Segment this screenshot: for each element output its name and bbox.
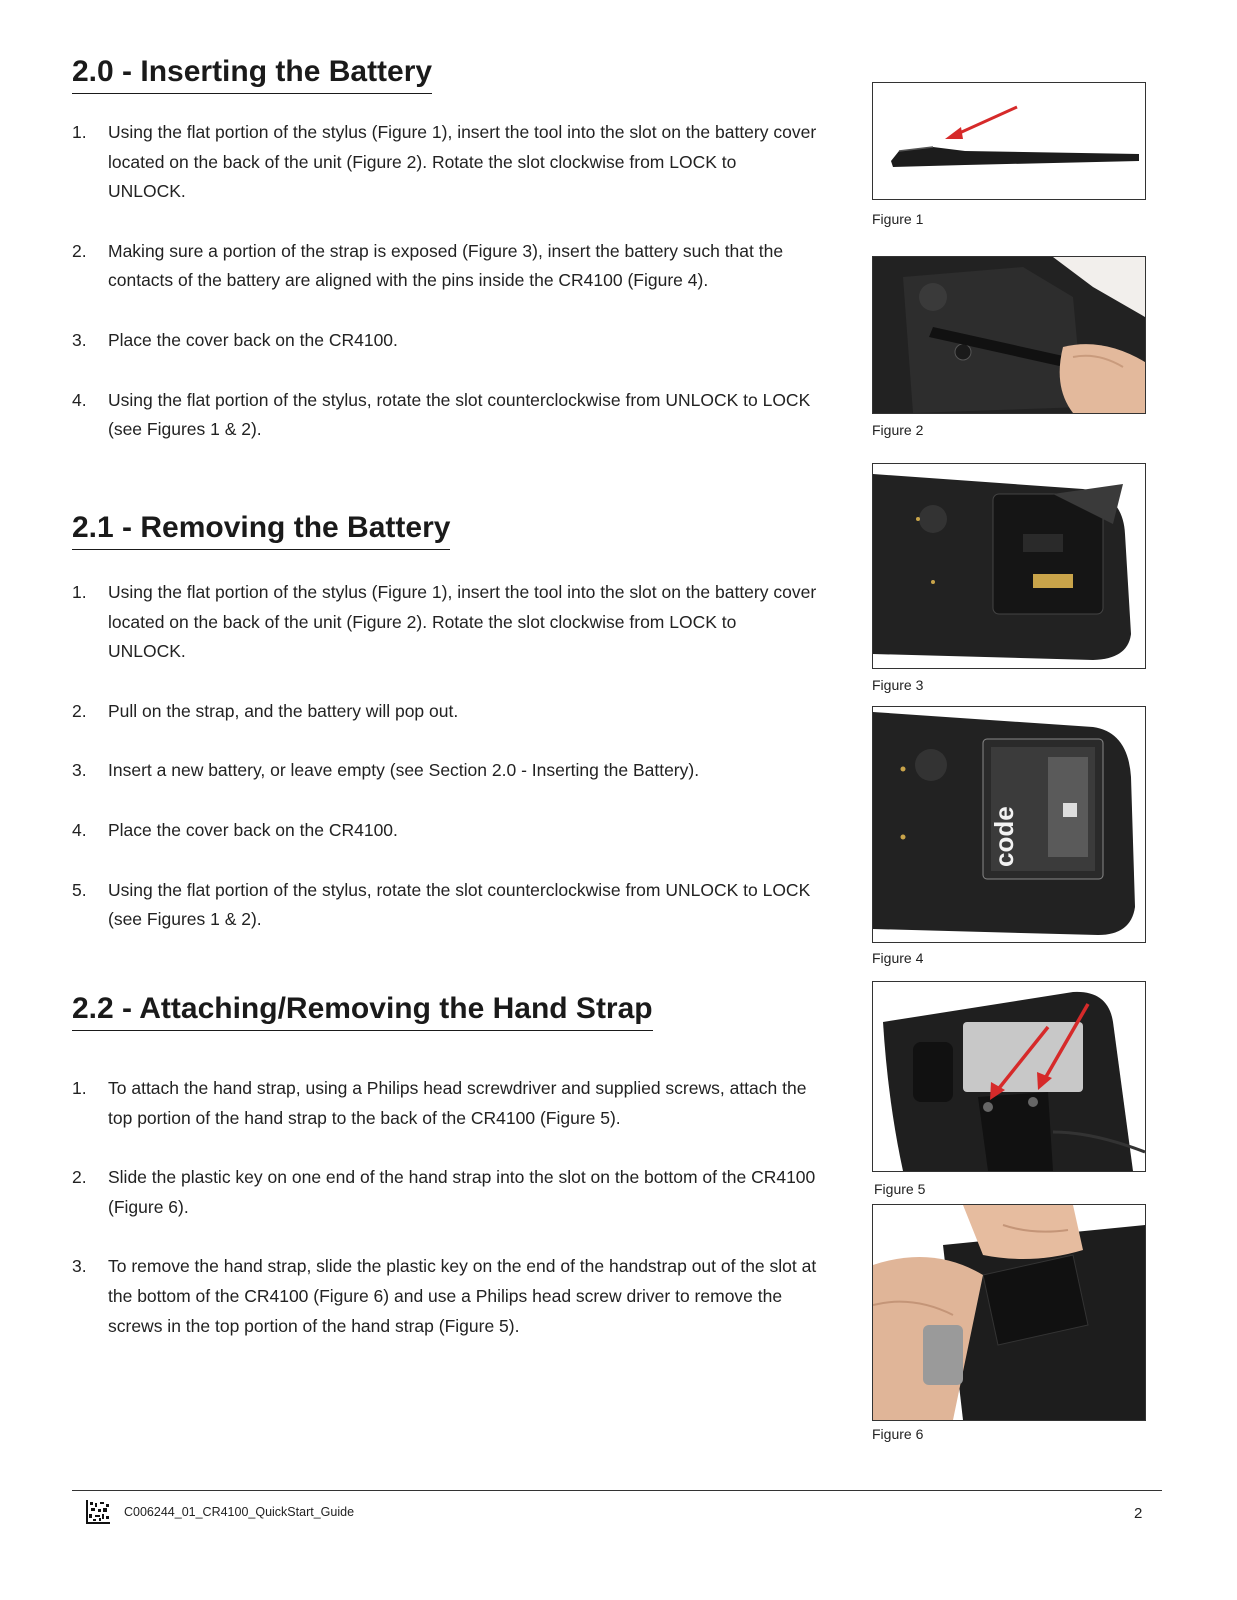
steps-list-2-0 [72, 118, 817, 445]
section-heading-2-0: 2.0 - Inserting the Battery [72, 54, 432, 94]
datamatrix-code-icon [86, 1500, 110, 1524]
list-item: 3. Place the cover back on the CR4100. [72, 329, 398, 350]
steps-list-2-1 [72, 578, 817, 935]
figure-4-battery-label: code [989, 806, 1019, 867]
list-item: 1. To attach the hand strap, using a Philips head screwdriver and supplied screws, attach the top portion of the hand strap to the back of the CR4100 (Figure 5). [72, 1078, 807, 1128]
figure-3-battery-compartment-image [872, 463, 1146, 669]
figure-5-strap-screws-image [872, 981, 1146, 1172]
list-item: 4. Using the flat portion of the stylus, rotate the slot counterclockwise from UNLOCK to LOCK (see Figures 1 & 2). [72, 389, 811, 440]
list-item: 2. Making sure a portion of the strap is exposed (Figure 3), insert the battery such that the contacts of the battery are aligned with the pins inside the CR4100 (Figure 4). [72, 240, 784, 291]
list-item: 2. Slide the plastic key on one end of the hand strap into the slot on the bottom of the CR4100 (Figure 6). [72, 1167, 816, 1217]
list-item: 1. Using the flat portion of the stylus (Figure 1), insert the tool into the slot on the battery cover located on the back of the unit (Figure 2). Rotate the slot clockwise from LOCK to UNLOCK. [72, 122, 817, 202]
figure-6-strap-key-image [872, 1204, 1146, 1421]
figure-3-caption: Figure 3 [872, 677, 924, 693]
figure-5-caption: Figure 5 [874, 1181, 926, 1197]
figure-1-caption: Figure 1 [872, 211, 924, 227]
figure-6-caption: Figure 6 [872, 1426, 924, 1442]
list-item: 3. Insert a new battery, or leave empty (see Section 2.0 - Inserting the Battery). [72, 760, 700, 781]
figure-1-stylus-image [872, 82, 1146, 200]
list-item: 3. To remove the hand strap, slide the plastic key on the end of the handstrap out of the slot at the bottom of the CR4100 (Figure 6) and use a Philips head screw driver to remove the screws in the top portion of the hand strap (Figure 5). [72, 1256, 817, 1336]
page-number: 2 [1134, 1505, 1143, 1522]
footer-divider [72, 1490, 1162, 1491]
list-item: 1. Using the flat portion of the stylus (Figure 1), insert the tool into the slot on the battery cover located on the back of the unit (Figure 2). Rotate the slot clockwise from LOCK to UNLOCK. [72, 582, 817, 662]
section-heading-2-1: 2.1 - Removing the Battery [72, 510, 450, 550]
list-item: 2. Pull on the strap, and the battery will pop out. [72, 700, 459, 721]
footer-document-id: C006244_01_CR4100_QuickStart_Guide [124, 1505, 355, 1519]
figure-2-cover-unlock-image [872, 256, 1146, 414]
list-item: 5. Using the flat portion of the stylus, rotate the slot counterclockwise from UNLOCK to LOCK (see Figures 1 & 2). [72, 879, 811, 930]
list-item: 4. Place the cover back on the CR4100. [72, 819, 398, 840]
section-heading-2-2: 2.2 - Attaching/Removing the Hand Strap [72, 991, 653, 1031]
steps-list-2-2 [72, 1074, 817, 1341]
figure-4-caption: Figure 4 [872, 950, 924, 966]
figure-2-caption: Figure 2 [872, 422, 924, 438]
figure-4-battery-installed-image [872, 706, 1146, 943]
